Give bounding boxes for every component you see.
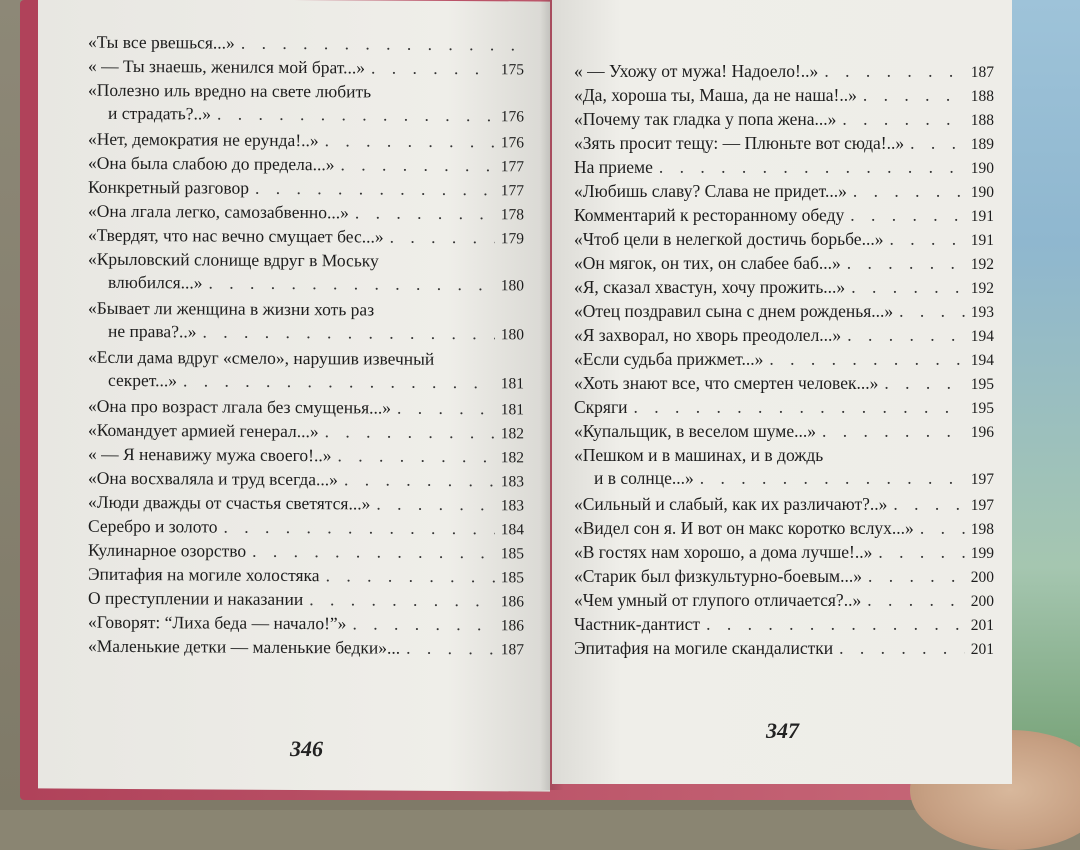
toc-line xyxy=(88,152,524,179)
toc-entry xyxy=(574,396,994,420)
toc-line xyxy=(88,443,524,470)
toc-line xyxy=(88,419,524,446)
toc-entry xyxy=(574,493,994,517)
toc-page-number: 200 xyxy=(970,593,994,610)
toc-entry xyxy=(88,611,524,638)
toc-title: «Полезно иль вредно на свете любить xyxy=(88,79,372,102)
toc-page-number: 181 xyxy=(500,401,524,419)
toc-line xyxy=(88,515,524,542)
toc-leader-dots xyxy=(824,60,964,83)
toc-entry xyxy=(574,372,994,396)
toc-entry xyxy=(88,587,524,614)
toc-title: не права?..» xyxy=(108,320,197,341)
toc-title: «Если дама вдруг «смело», нарушив извечный xyxy=(88,346,435,369)
toc-line xyxy=(574,444,994,467)
toc-title: «Купальщик, в веселом шуме...» xyxy=(574,421,817,441)
toc-entry xyxy=(574,444,994,493)
toc-title: Частник-дантист xyxy=(574,614,701,634)
toc-leader-dots xyxy=(920,517,965,540)
toc-line xyxy=(88,128,524,155)
toc-line xyxy=(88,224,524,251)
toc-page-number: 194 xyxy=(970,328,994,345)
toc-title: « — Ты знаешь, женился мой брат...» xyxy=(88,55,365,78)
toc-line xyxy=(88,79,524,104)
toc-page-number: 200 xyxy=(970,569,994,586)
toc-page-number: 177 xyxy=(500,182,524,200)
toc-page-number: 185 xyxy=(500,545,524,563)
toc-line xyxy=(88,319,524,346)
toc-leader-dots xyxy=(352,612,494,635)
toc-page-number: 182 xyxy=(500,449,524,467)
toc-leader-dots xyxy=(325,129,495,153)
toc-title: «Он мягок, он тих, он слабее баб...» xyxy=(574,253,841,273)
right-page xyxy=(552,0,1012,784)
toc-leader-dots xyxy=(241,32,518,56)
toc-entry xyxy=(88,55,524,82)
toc-title: «Чем умный от глупого отличается?..» xyxy=(574,590,862,610)
toc-leader-dots xyxy=(893,493,964,516)
toc-leader-dots xyxy=(700,467,965,490)
toc-entry xyxy=(88,443,524,470)
toc-page-number: 199 xyxy=(970,545,994,562)
toc-page-number: 186 xyxy=(500,617,524,635)
toc-title: «Твердят, что нас вечно смущает бес...» xyxy=(88,224,384,247)
toc-leader-dots xyxy=(851,276,965,299)
toc-line xyxy=(574,589,994,614)
toc-entry xyxy=(574,541,994,565)
toc-title: «В гостях нам хорошо, а дома лучше!..» xyxy=(574,542,873,562)
toc-entry xyxy=(88,635,524,662)
toc-leader-dots xyxy=(209,271,495,295)
toc-page-number: 181 xyxy=(500,374,524,392)
toc-leader-dots xyxy=(878,541,964,564)
toc-entry xyxy=(88,224,524,251)
toc-leader-dots xyxy=(868,565,965,588)
toc-title: «Маленькие детки — маленькие бедки»... xyxy=(88,635,401,658)
toc-title: «Любишь славу? Слава не придет...» xyxy=(574,181,847,201)
toc-line xyxy=(88,200,524,227)
toc-page-number: 190 xyxy=(970,160,994,177)
toc-entry xyxy=(574,204,994,228)
toc-leader-dots xyxy=(769,348,964,371)
toc-entry xyxy=(88,200,524,227)
toc-page-number: 195 xyxy=(970,376,994,393)
toc-entry xyxy=(88,297,524,349)
toc-title: Серебро и золото xyxy=(88,515,218,537)
toc-leader-dots xyxy=(376,493,494,516)
toc-title: Конкретный разговор xyxy=(88,176,250,198)
toc-page-number: 201 xyxy=(970,617,994,634)
toc-page-number: 188 xyxy=(970,112,994,129)
toc-page-number: 193 xyxy=(970,304,994,321)
toc-page-number: 201 xyxy=(970,641,994,658)
toc-entry xyxy=(88,79,524,131)
toc-line xyxy=(88,491,524,518)
toc-page-number: 175 xyxy=(500,61,524,79)
toc-title: Эпитафия на могиле холостяка xyxy=(88,563,320,586)
toc-leader-dots xyxy=(397,397,495,420)
toc-leader-dots xyxy=(341,153,495,176)
toc-entry xyxy=(574,252,994,276)
toc-line xyxy=(88,368,524,395)
toc-entry xyxy=(88,467,524,494)
toc-leader-dots xyxy=(659,156,965,179)
left-page xyxy=(38,0,550,792)
toc-entry xyxy=(574,108,994,132)
toc-title: « — Ухожу от мужа! Надоело!..» xyxy=(574,61,819,81)
toc-page-number: 179 xyxy=(500,230,524,248)
toc-leader-dots xyxy=(889,228,964,251)
toc-title: «Я захворал, но хворь преодолел...» xyxy=(574,325,842,345)
toc-line xyxy=(574,252,994,277)
toc-line xyxy=(574,84,994,109)
toc-title: Скряги xyxy=(574,397,628,417)
toc-title: О преступлении и наказании xyxy=(88,587,304,610)
toc-leader-dots xyxy=(822,420,965,443)
toc-page-number: 176 xyxy=(500,107,524,125)
toc-entry xyxy=(574,589,994,613)
toc-title: «Она про возраст лгала без смущенья...» xyxy=(88,395,392,418)
toc-line xyxy=(574,372,994,397)
toc-leader-dots xyxy=(847,252,965,275)
toc-entry xyxy=(574,517,994,541)
toc-line xyxy=(88,539,524,566)
toc-page-number: 195 xyxy=(970,400,994,417)
toc-leader-dots xyxy=(252,540,495,564)
toc-leader-dots xyxy=(217,102,495,126)
toc-page-number: 185 xyxy=(500,569,524,587)
toc-title: «Почему так гладка у попа жена...» xyxy=(574,109,837,129)
toc-leader-dots xyxy=(309,588,494,612)
toc-line xyxy=(574,60,994,85)
toc-leader-dots xyxy=(223,516,494,540)
toc-line xyxy=(88,611,524,638)
toc-line xyxy=(574,493,994,518)
toc-page-number: 190 xyxy=(970,184,994,201)
toc-title: «Пешком и в машинах, и в дождь xyxy=(574,445,824,465)
toc-line xyxy=(574,204,994,229)
toc-line xyxy=(574,276,994,301)
toc-title: «Люди дважды от счастья светятся...» xyxy=(88,491,371,514)
toc-title: и в солнце...» xyxy=(594,467,694,488)
toc-entry xyxy=(574,637,994,661)
toc-line xyxy=(88,297,524,322)
toc-page-number: 194 xyxy=(970,352,994,369)
toc-title: «Нет, демократия не ерунда!..» xyxy=(88,128,319,151)
toc-line xyxy=(574,156,994,181)
toc-page-number: 184 xyxy=(500,521,524,539)
toc-leader-dots xyxy=(406,637,495,660)
toc-leader-dots xyxy=(337,444,494,467)
toc-entry xyxy=(574,348,994,372)
toc-line xyxy=(88,635,524,662)
toc-line xyxy=(574,108,994,133)
toc-page-number: 183 xyxy=(500,497,524,515)
toc-page-number: 188 xyxy=(970,88,994,105)
toc-leader-dots xyxy=(842,108,964,131)
toc-title: «Она была слабою до предела...» xyxy=(88,152,335,175)
toc-entry xyxy=(88,563,524,590)
toc-title: «Сильный и слабый, как их различают?..» xyxy=(574,494,888,514)
toc-title: и страдать?..» xyxy=(108,102,212,123)
toc-entry xyxy=(574,84,994,108)
toc-title: «Говорят: “Лиха беда — начало!”» xyxy=(88,611,347,634)
toc-page-number: 198 xyxy=(970,521,994,538)
toc-line xyxy=(574,565,994,590)
toc-page-number: 191 xyxy=(970,232,994,249)
toc-line xyxy=(88,563,524,590)
toc-line xyxy=(88,587,524,614)
toc-leader-dots xyxy=(634,396,965,419)
toc-title: На приеме xyxy=(574,157,653,177)
toc-leader-dots xyxy=(899,300,965,323)
toc-title: « — Я ненавижу мужа своего!..» xyxy=(88,443,332,466)
toc-page-number: 187 xyxy=(500,641,524,659)
toc-line xyxy=(574,396,994,421)
toc-line xyxy=(574,300,994,325)
toc-leader-dots xyxy=(884,372,964,395)
toc-leader-dots xyxy=(355,201,495,224)
toc-title: влюбился...» xyxy=(108,271,203,292)
toc-leader-dots xyxy=(839,637,965,660)
toc-line xyxy=(574,517,994,542)
toc-title: «Крыловский слонище вдруг в Моську xyxy=(88,248,379,271)
left-page-number: 346 xyxy=(290,735,323,762)
toc-page-number: 189 xyxy=(970,136,994,153)
toc-page-number: 197 xyxy=(970,470,994,488)
toc-entry xyxy=(574,324,994,348)
toc-page-number: 178 xyxy=(500,206,524,224)
toc-entry xyxy=(88,128,524,155)
toc-title: «Отец поздравил сына с днем рожденья...» xyxy=(574,301,894,321)
toc-line xyxy=(574,228,994,253)
toc-page-number: 180 xyxy=(500,276,524,294)
toc-title: Комментарий к ресторанному обеду xyxy=(574,205,845,225)
toc-line xyxy=(88,467,524,494)
toc-leader-dots xyxy=(326,564,495,588)
toc-leader-dots xyxy=(344,468,495,491)
toc-entry xyxy=(88,31,524,58)
toc-leader-dots xyxy=(183,369,495,393)
toc-title: «Да, хороша ты, Маша, да не наша!..» xyxy=(574,85,857,105)
toc-line xyxy=(574,637,994,662)
toc-line xyxy=(574,467,994,492)
toc-title: «Хоть знают все, что смертен человек...» xyxy=(574,373,879,393)
toc-line xyxy=(88,101,524,128)
toc-entry xyxy=(574,420,994,444)
toc-entry xyxy=(574,276,994,300)
toc-leader-dots xyxy=(325,420,495,444)
toc-leader-dots xyxy=(390,226,495,249)
toc-leader-dots xyxy=(202,320,494,344)
toc-page-number: 182 xyxy=(500,425,524,443)
toc-page-number: 196 xyxy=(970,424,994,441)
right-toc-list xyxy=(574,60,994,661)
toc-title: «Она восхваляла и труд всегда...» xyxy=(88,467,338,490)
toc-entry xyxy=(574,60,994,84)
toc-title: «Ты все рвешься...» xyxy=(88,31,235,53)
toc-entry xyxy=(88,491,524,518)
toc-leader-dots xyxy=(371,56,495,79)
toc-line xyxy=(88,176,524,203)
toc-line xyxy=(574,420,994,445)
toc-title: секрет...» xyxy=(108,369,177,390)
toc-entry xyxy=(574,132,994,156)
toc-page-number: 186 xyxy=(500,593,524,611)
toc-leader-dots xyxy=(706,613,965,636)
toc-line xyxy=(574,348,994,373)
toc-page-number: 176 xyxy=(500,134,524,152)
toc-title: «Бывает ли женщина в жизни хоть раз xyxy=(88,297,375,320)
toc-leader-dots xyxy=(847,324,965,347)
left-toc-list xyxy=(88,31,524,662)
toc-leader-dots xyxy=(863,84,965,107)
toc-line xyxy=(88,55,524,82)
toc-title: Кулинарное озорство xyxy=(88,539,247,561)
toc-line xyxy=(574,613,994,638)
toc-entry xyxy=(88,539,524,566)
toc-entry xyxy=(574,156,994,180)
toc-line xyxy=(88,270,524,297)
toc-entry xyxy=(88,419,524,446)
toc-title: «Командует армией генерал...» xyxy=(88,419,319,442)
right-page-number: 347 xyxy=(766,718,799,743)
toc-page-number: 180 xyxy=(500,325,524,343)
toc-entry xyxy=(88,515,524,542)
toc-entry xyxy=(574,228,994,252)
toc-entry xyxy=(88,346,524,398)
toc-title: «Она лгала легко, самозабвенно...» xyxy=(88,200,349,223)
toc-title: «Если судьба прижмет...» xyxy=(574,349,764,369)
toc-title: Эпитафия на могиле скандалистки xyxy=(574,638,834,658)
toc-title: «Зять просит тещу: — Плюньте вот сюда!..» xyxy=(574,133,905,153)
toc-entry xyxy=(574,300,994,324)
toc-page-number: 191 xyxy=(970,208,994,225)
toc-entry xyxy=(574,565,994,589)
toc-leader-dots xyxy=(910,132,965,155)
toc-page-number: 197 xyxy=(970,497,994,514)
toc-line xyxy=(574,180,994,205)
toc-leader-dots xyxy=(853,180,965,203)
toc-entry xyxy=(574,613,994,637)
toc-entry xyxy=(88,152,524,179)
toc-line xyxy=(574,541,994,566)
toc-line xyxy=(88,395,524,422)
toc-page-number: 187 xyxy=(970,64,994,81)
toc-leader-dots xyxy=(255,177,495,201)
toc-line xyxy=(574,324,994,349)
toc-line xyxy=(88,346,524,371)
toc-entry xyxy=(88,248,524,300)
toc-leader-dots xyxy=(850,204,965,227)
toc-line xyxy=(574,132,994,157)
toc-title: «Старик был физкультурно-боевым...» xyxy=(574,566,862,586)
toc-title: «Чтоб цели в нелегкой достичь борьбе...» xyxy=(574,229,884,249)
toc-page-number: 192 xyxy=(970,256,994,273)
toc-page-number: 183 xyxy=(500,473,524,491)
toc-title: «Видел сон я. И вот он макс коротко вслух...» xyxy=(574,518,914,538)
toc-line xyxy=(88,31,524,56)
toc-page-number: 192 xyxy=(970,280,994,297)
toc-entry xyxy=(574,180,994,204)
toc-entry xyxy=(88,395,524,422)
toc-line xyxy=(88,248,524,273)
toc-title: «Я, сказал хвастун, хочу прожить...» xyxy=(574,277,846,297)
toc-entry xyxy=(88,176,524,203)
toc-leader-dots xyxy=(867,589,965,612)
toc-page-number: 177 xyxy=(500,158,524,176)
